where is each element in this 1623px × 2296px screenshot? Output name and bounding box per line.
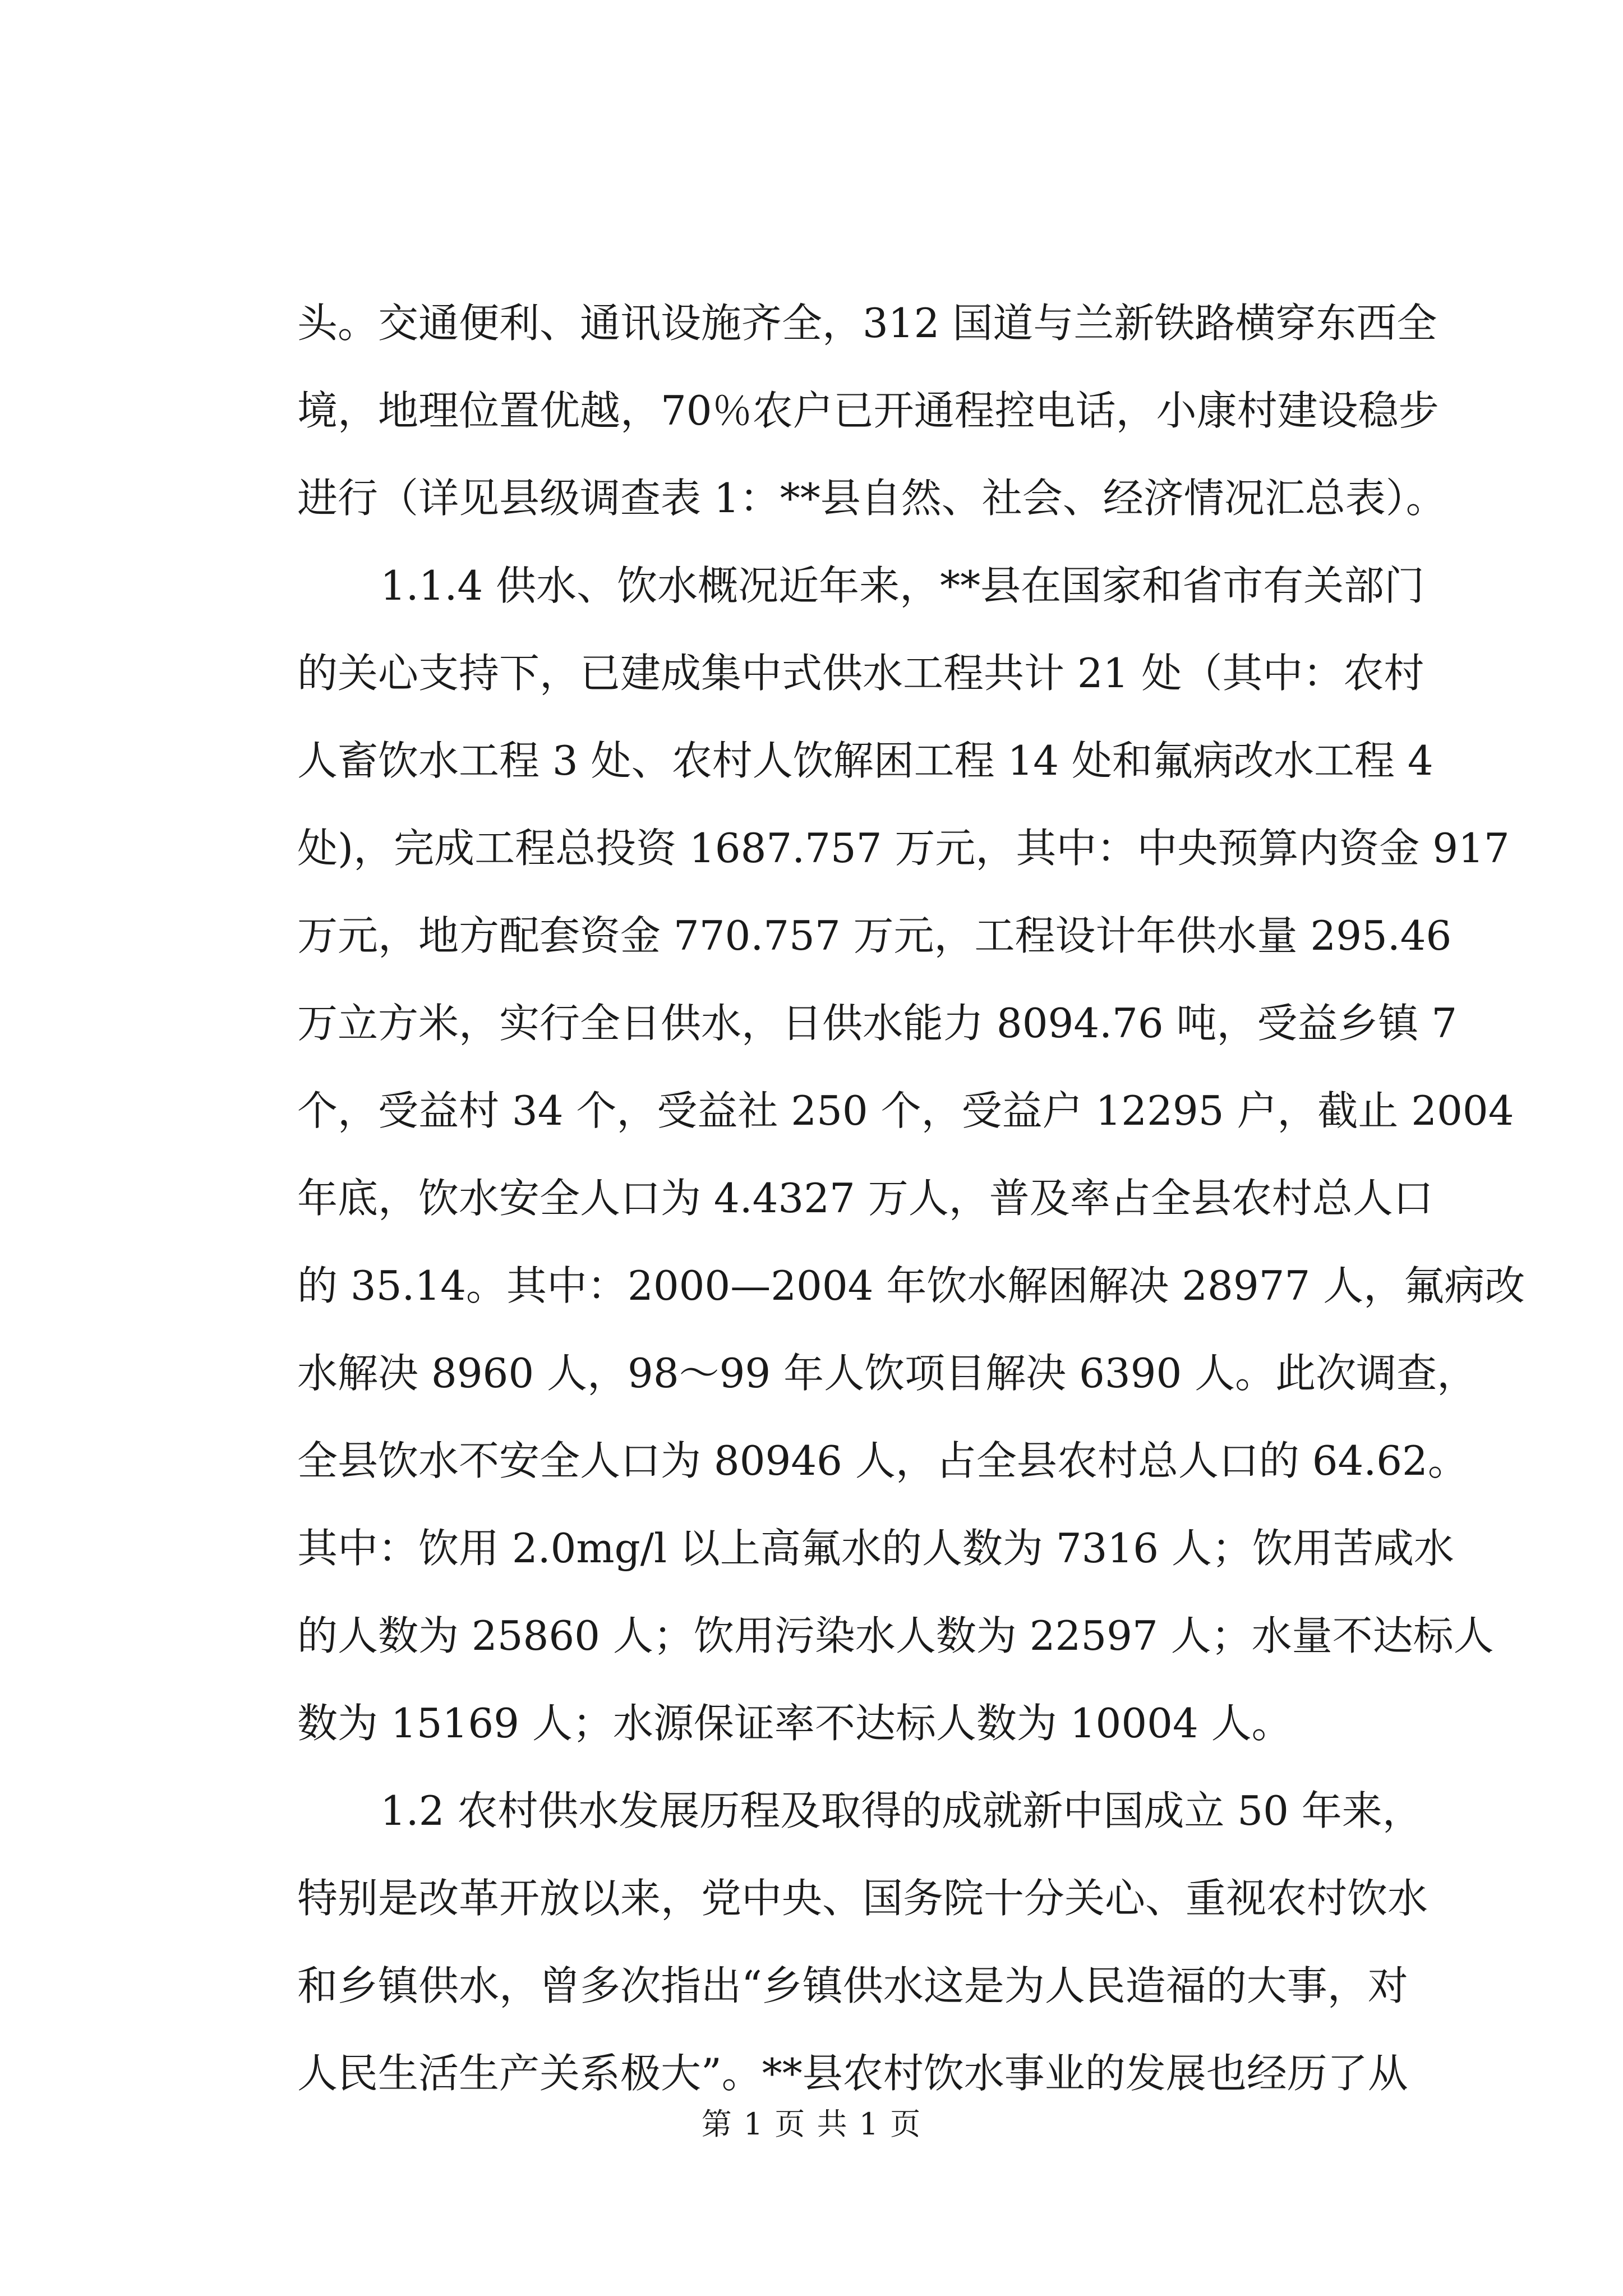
text-line: 的人数为 25860 人；饮用污染水人数为 22597 人；水量不达标人 [297,1612,1494,1659]
page-number-footer: 第 1 页 共 1 页 [701,2106,922,2142]
paragraph-first-line: 1.1.4 供水、饮水概况近年来，**县在国家和省市有关部门 [380,562,1425,609]
text-line: 万立方米，实行全日供水，日供水能力 8094.76 吨，受益乡镇 7 [297,1000,1458,1047]
text-line: 年底，饮水安全人口为 4.4327 万人，普及率占全县农村总人口 [297,1175,1433,1222]
text-line: 人畜饮水工程 3 处、农村人饮解困工程 14 处和氟病改水工程 4 [297,737,1433,784]
text-line: 处)，完成工程总投资 1687.757 万元，其中：中央预算内资金 917 [297,825,1510,872]
text-line: 水解决 8960 人，98～99 年人饮项目解决 6390 人。此次调查， [297,1350,1478,1397]
text-line: 的 35.14。其中：2000—2004 年饮水解困解决 28977 人，氟病改 [297,1262,1525,1309]
document-body [297,300,1525,2141]
text-line: 数为 15169 人；水源保证率不达标人数为 10004 人。 [297,1700,1292,1747]
text-line: 个，受益村 34 个，受益社 250 个，受益户 12295 户，截止 2004 [297,1087,1514,1134]
text-line: 人民生活生产关系极大”。**县农村饮水事业的发展也经历了从 [297,2050,1408,2097]
text-line: 进行（详见县级调查表 1：**县自然、社会、经济情况汇总表）。 [297,475,1446,522]
text-line: 全县饮水不安全人口为 80946 人，占全县农村总人口的 64.62。 [297,1437,1468,1484]
text-line: 特别是改革开放以来，党中央、国务院十分关心、重视农村饮水 [297,1875,1428,1922]
text-line: 的关心支持下，已建成集中式供水工程共计 21 处（其中：农村 [297,650,1424,697]
text-line: 头。交通便利、通讯设施齐全，312 国道与兰新铁路横穿东西全 [297,300,1437,347]
text-line: 其中：饮用 2.0mg/l 以上高氟水的人数为 7316 人；饮用苦咸水 [297,1525,1454,1572]
text-line: 和乡镇供水，曾多次指出“乡镇供水这是为人民造福的大事，对 [297,1962,1408,2009]
paragraph-first-line: 1.2 农村供水发展历程及取得的成就新中国成立 50 年来， [380,1787,1423,1834]
text-line: 万元，地方配套资金 770.757 万元，工程设计年供水量 295.46 [297,912,1452,959]
text-line: 境，地理位置优越，70％农户已开通程控电话，小康村建设稳步 [297,387,1439,434]
